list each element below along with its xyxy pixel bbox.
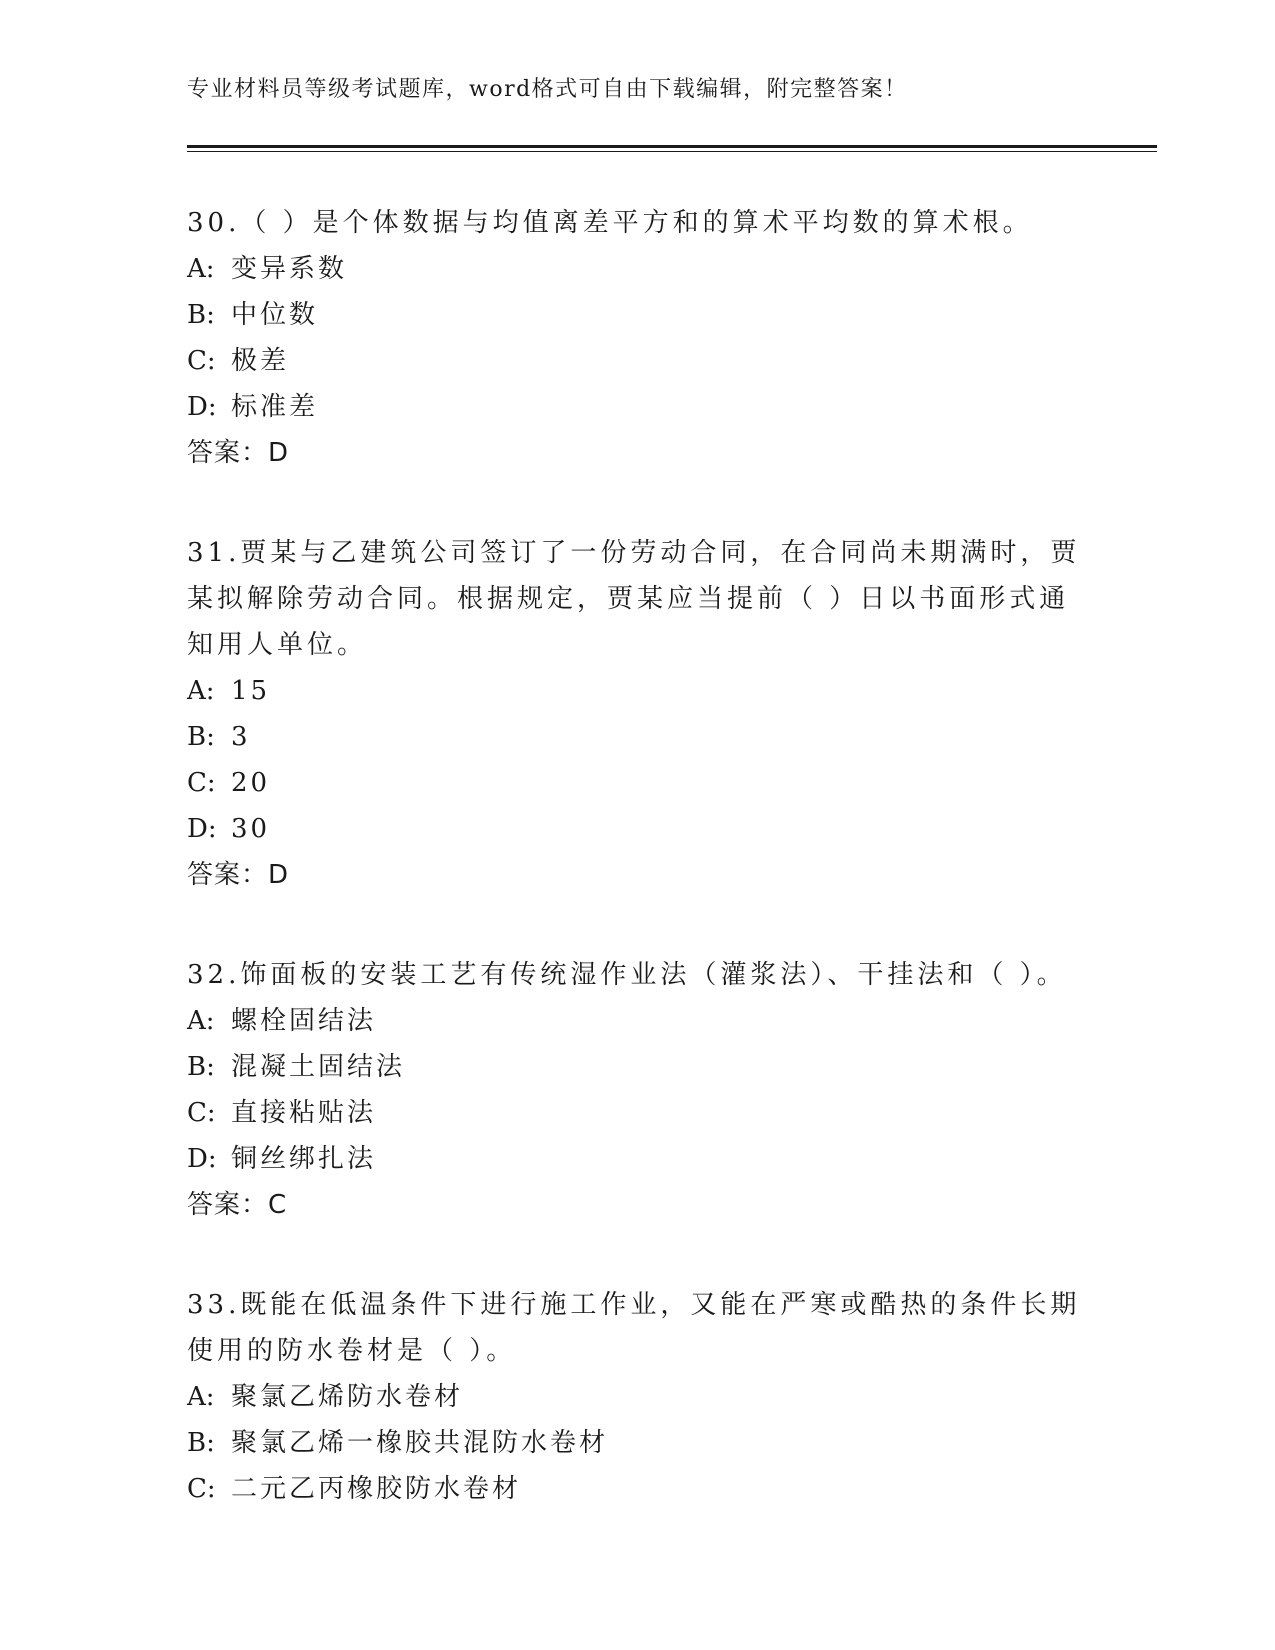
option-letter: B: xyxy=(187,1052,215,1082)
option-letter: D: xyxy=(187,392,217,422)
option-text: 直接粘贴法 xyxy=(231,1098,377,1128)
question-stem: 31.贾某与乙建筑公司签订了一份劳动合同，在合同尚未期满时，贾某拟解除劳动合同。根据规定，贾某应当提前（ ）日以书面形式通知用人单位。 xyxy=(187,538,1081,660)
option-b xyxy=(187,714,1087,760)
option-a xyxy=(187,1374,1087,1420)
option-text: 30 xyxy=(231,814,271,844)
option-a xyxy=(187,246,1087,292)
option-letter: A: xyxy=(187,676,215,706)
option-text: 15 xyxy=(231,676,271,706)
option-text: 变异系数 xyxy=(231,254,348,284)
option-d xyxy=(187,384,1087,430)
option-letter: A: xyxy=(187,1382,215,1412)
option-b xyxy=(187,1420,1087,1466)
option-text: 螺栓固结法 xyxy=(231,1006,377,1036)
option-b xyxy=(187,1044,1087,1090)
option-a xyxy=(187,998,1087,1044)
option-text: 聚氯乙烯一橡胶共混防水卷材 xyxy=(231,1428,609,1458)
option-text: 极差 xyxy=(231,346,290,376)
answer-line: 答案：D xyxy=(187,860,290,890)
option-letter: C: xyxy=(187,1474,216,1504)
option-c xyxy=(187,760,1087,806)
option-letter: C: xyxy=(187,768,216,798)
question-33 xyxy=(187,1282,1087,1512)
question-stem: 30.（ ）是个体数据与均值离差平方和的算术平均数的算术根。 xyxy=(187,208,1033,238)
answer-line: 答案：C xyxy=(187,1190,288,1220)
option-letter: A: xyxy=(187,254,215,284)
option-text: 铜丝绑扎法 xyxy=(231,1144,377,1174)
answer-line: 答案：D xyxy=(187,438,290,468)
question-list xyxy=(187,200,1087,1566)
question-stem: 33.既能在低温条件下进行施工作业，又能在严寒或酷热的条件长期使用的防水卷材是（ ）。 xyxy=(187,1290,1081,1366)
option-d xyxy=(187,1136,1087,1182)
option-letter: B: xyxy=(187,722,215,752)
option-letter: C: xyxy=(187,346,216,376)
question-stem: 32.饰面板的安装工艺有传统湿作业法（灌浆法）、干挂法和（ ）。 xyxy=(187,960,1067,990)
question-31 xyxy=(187,530,1087,898)
option-letter: D: xyxy=(187,1144,217,1174)
option-d xyxy=(187,806,1087,852)
option-text: 标准差 xyxy=(231,392,319,422)
option-letter: A: xyxy=(187,1006,215,1036)
option-letter: C: xyxy=(187,1098,216,1128)
header-divider xyxy=(187,145,1157,148)
question-32 xyxy=(187,952,1087,1228)
option-text: 聚氯乙烯防水卷材 xyxy=(231,1382,464,1412)
option-c xyxy=(187,1466,1087,1512)
option-letter: B: xyxy=(187,300,215,330)
option-c xyxy=(187,338,1087,384)
option-a xyxy=(187,668,1087,714)
option-letter: B: xyxy=(187,1428,215,1458)
option-letter: D: xyxy=(187,814,217,844)
page-header-title: 专业材料员等级考试题库，word格式可自由下载编辑，附完整答案！ xyxy=(187,77,908,102)
option-text: 3 xyxy=(231,722,251,752)
option-text: 中位数 xyxy=(231,300,319,330)
option-text: 20 xyxy=(231,768,271,798)
option-text: 混凝土固结法 xyxy=(231,1052,406,1082)
option-b xyxy=(187,292,1087,338)
option-c xyxy=(187,1090,1087,1136)
option-text: 二元乙丙橡胶防水卷材 xyxy=(231,1474,522,1504)
question-30 xyxy=(187,200,1087,476)
